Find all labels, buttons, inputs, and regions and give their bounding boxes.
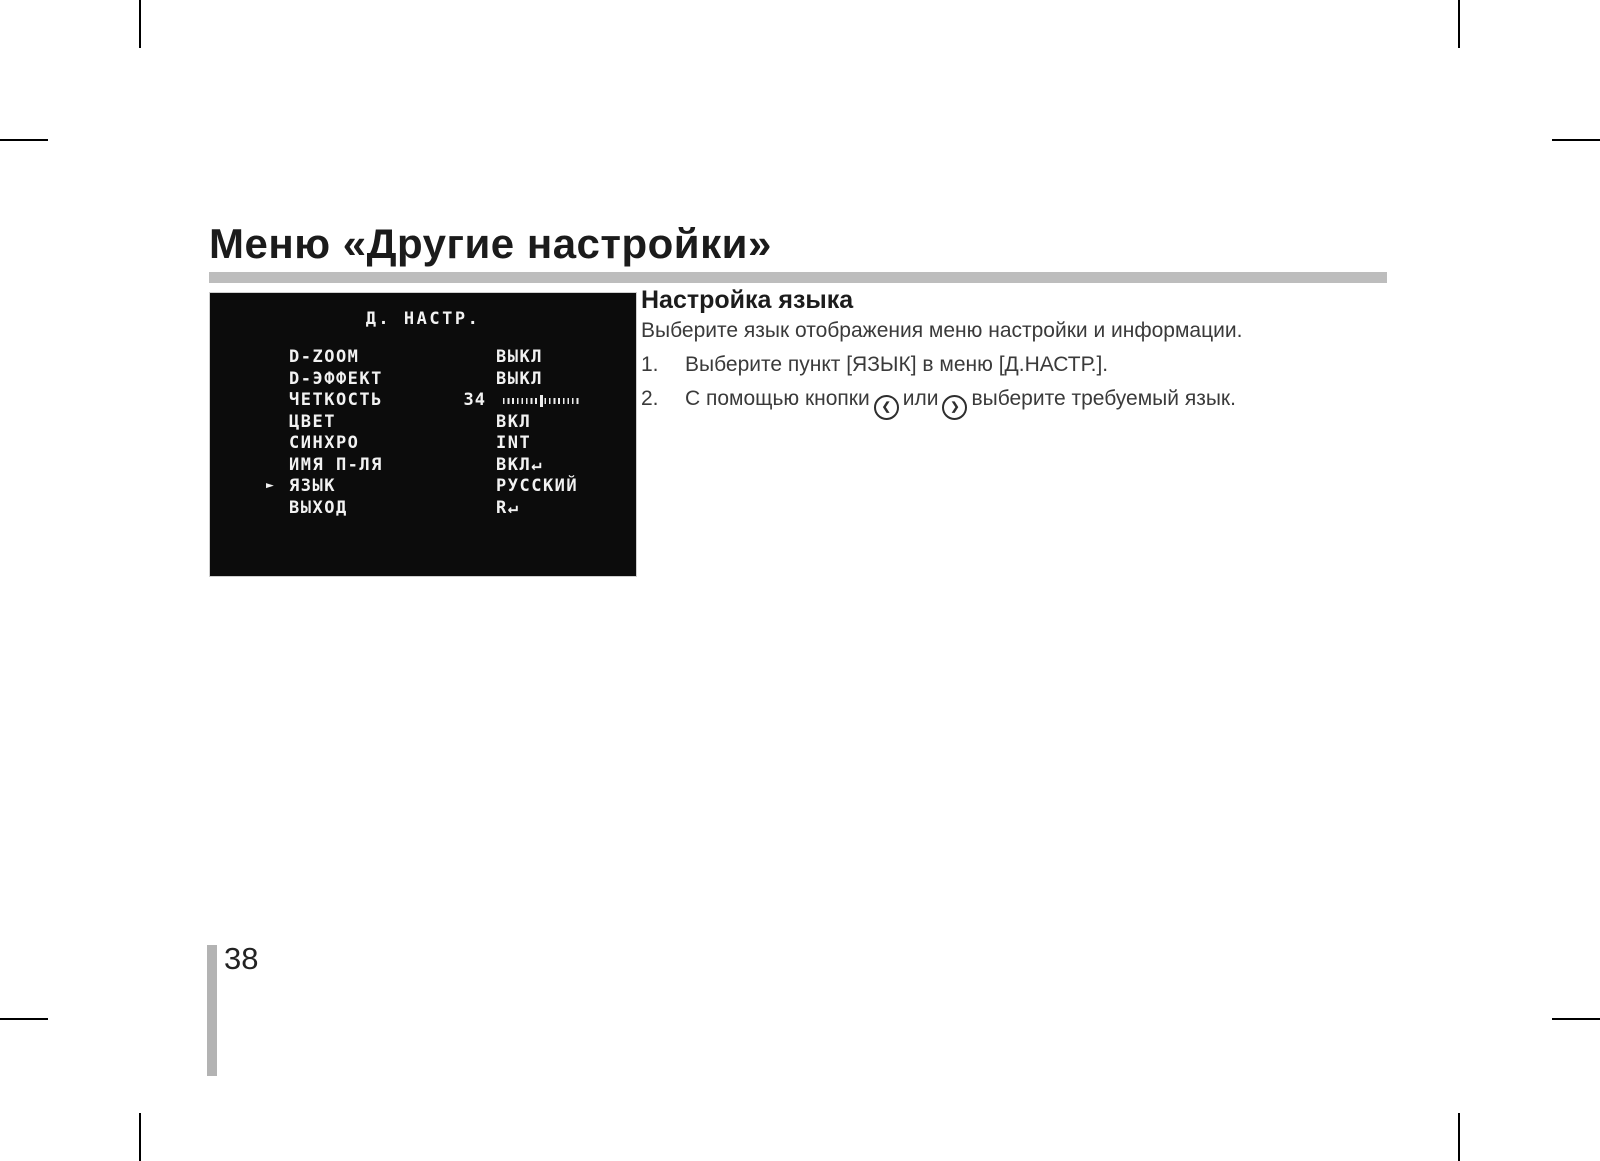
crop-mark-bottom-right-v [1458,1113,1460,1161]
instruction-step-2 [641,387,1236,420]
osd-row-deffect [210,369,636,391]
osd-menu-screenshot [209,292,637,577]
instruction-step-1 [641,353,1108,377]
osd-row-label: ЯЗЫК [289,476,336,496]
osd-row-label: D-ЭФФЕКТ [289,368,383,389]
osd-row-value: ВКЛ [496,411,532,432]
crop-mark-bottom-left-v [139,1113,141,1161]
osd-row-label: ВЫХОД [289,497,348,518]
crop-mark-bottom-left-h [0,1018,48,1020]
osd-row-value: ВКЛ↵ [496,454,543,475]
left-button-icon: ❮ [874,395,899,420]
osd-row-value: ВЫКЛ [496,368,543,389]
osd-row-value: РУССКИЙ [496,476,579,496]
osd-menu-rows [210,347,636,519]
osd-row-value: INT [496,433,532,453]
section-heading: Настройка языка [641,286,854,314]
page-number: 38 [224,941,259,976]
osd-row-label: ЧЕТКОСТЬ [289,390,383,410]
osd-row-label: ЦВЕТ [289,411,336,432]
osd-row-label: СИНХРО [289,433,360,453]
step-number: 1. [641,353,659,376]
osd-row-language [210,476,636,498]
osd-menu-title: Д. НАСТР. [365,309,481,329]
step-text: С помощью кнопки [685,387,870,410]
step-number: 2. [641,387,659,410]
osd-row-exit [210,498,636,520]
crop-mark-top-left-h [0,139,48,141]
osd-cursor-icon: ► [266,478,274,493]
crop-mark-top-left-v [139,0,141,48]
osd-sharpness-slider [503,395,581,407]
crop-mark-bottom-right-h [1552,1018,1600,1020]
osd-row-value: R↵ [496,497,520,518]
osd-row-sharpness [210,390,636,412]
title-underline-rule [209,272,1387,283]
osd-row-label: ИМЯ П-ЛЯ [289,454,383,475]
step-text: Выберите пункт [ЯЗЫК] в меню [Д.НАСТР.]. [685,353,1109,376]
osd-row-camera-name [210,455,636,477]
step-text: выберите требуемый язык. [971,387,1236,410]
right-button-icon: ❯ [942,395,967,420]
osd-row-color [210,412,636,434]
osd-row-label: D-ZOOM [289,347,360,367]
osd-sharpness-value: 34 [463,390,486,410]
page-number-bar [207,945,217,1076]
section-intro: Выберите язык отображения меню настройки и информации. [641,319,1243,342]
step-text: или [902,387,939,410]
crop-mark-top-right-h [1552,139,1600,141]
crop-mark-top-right-v [1458,0,1460,48]
osd-row-value: ВЫКЛ [496,347,543,367]
page-title: Меню «Другие настройки» [209,220,772,267]
osd-row-sync [210,433,636,455]
osd-row-dzoom [210,347,636,369]
